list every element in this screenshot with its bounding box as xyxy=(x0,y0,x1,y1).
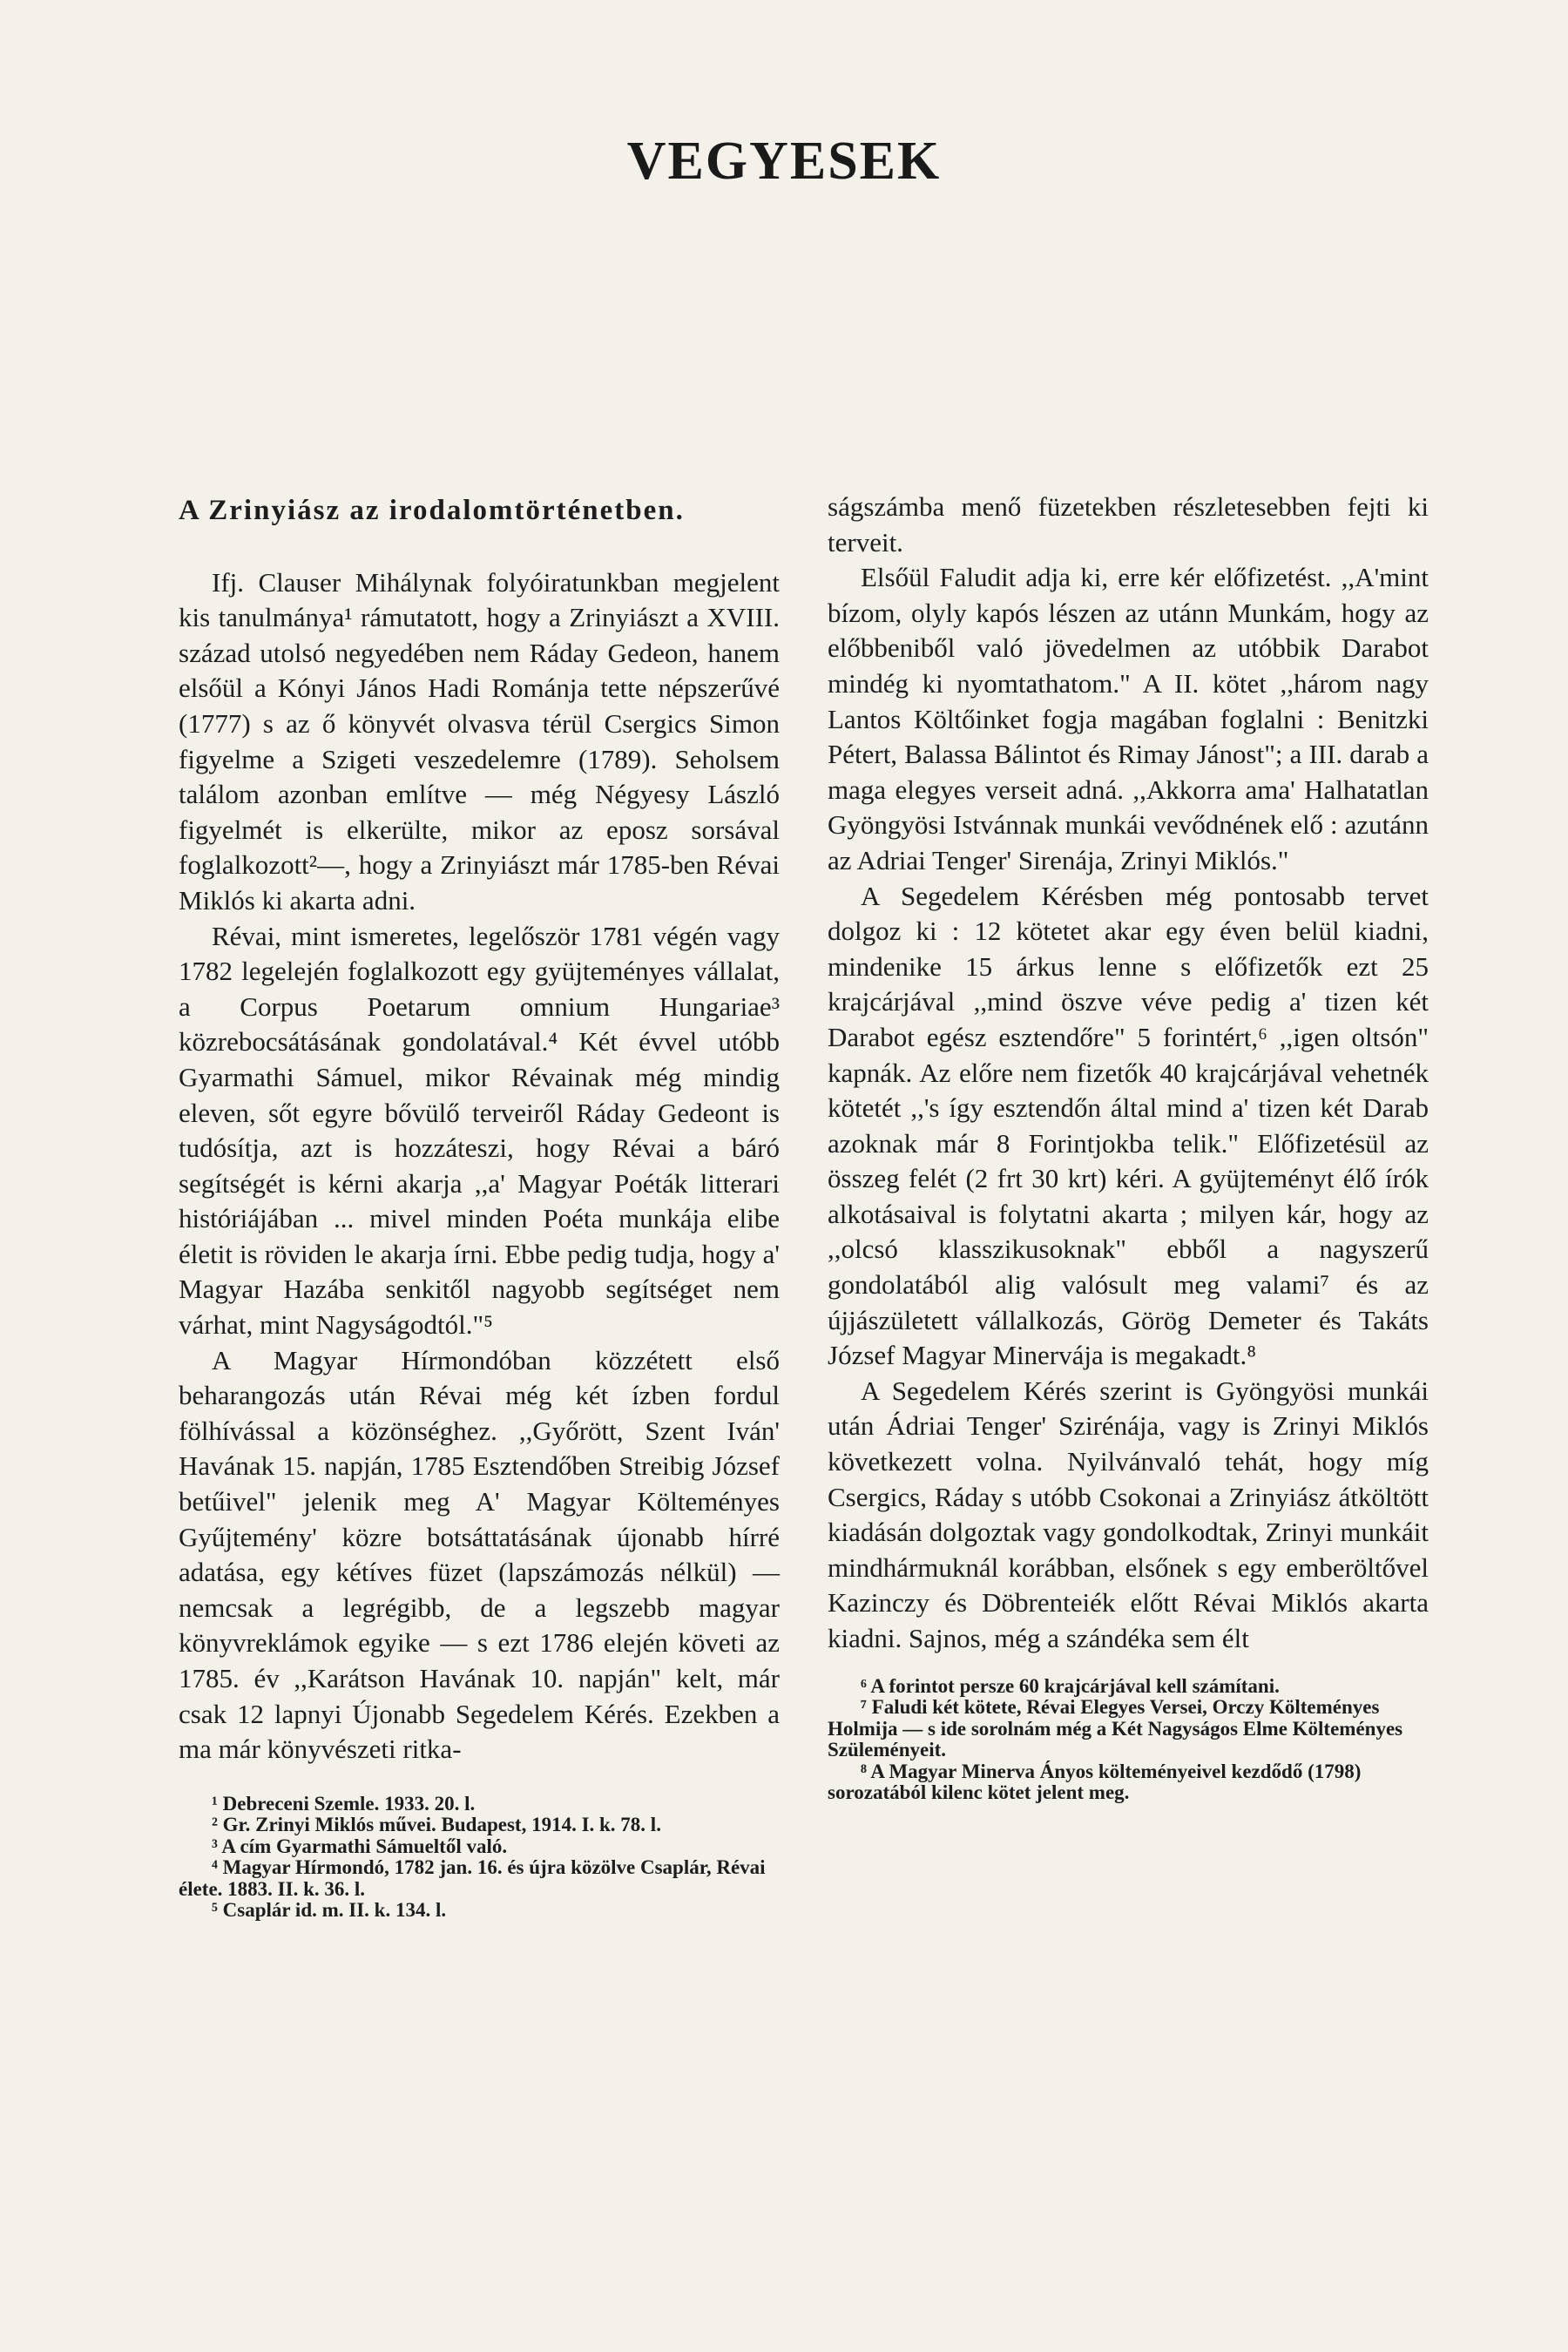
footnote: ⁶ A forintot persze 60 krajcárjával kell számítani. xyxy=(861,1674,1280,1697)
section-heading: VEGYESEK xyxy=(626,132,942,191)
footnote: ⁷ Faludi két kötete, Révai Elegyes Versei, Orczy Költeményes Holmija — s ide sorolnám még a Két Nagyságos Elme Költeményes Szüleményeit. xyxy=(828,1696,1403,1761)
paragraph: A Segedelem Kérésben még pontosabb tervet dolgoz ki : 12 kötetet akar egy éven belül kiadni, mindenike 15 árkus lenne s előfizetők ezt 25 krajcárjával ,,mind öszve véve pedig a' tizen két Darabot egész esztendőre" 5 forintért,⁶ ,,igen oltsón" kapnák. Az előre nem fizetők 40 krajcárjával vehetnék kötetét ,,'s így esztendőn által mind a' tizen két Darab azoknak már 8 Forintjokba telik." Előfizetésül az összeg felét (2 frt 30 krt) kéri. A gyüjteményt élő írók alkotásaival is folytatni akarta ; milyen kár, hogy az ,,olcsó klasszikusoknak" ebből a nagyszerű gondolatából alig valósult meg valami⁷ és az újjászületett vállalkozás, Görög Demeter és Takáts József Magyar Minervája is megakadt.⁸ xyxy=(828,880,1429,1371)
footnotes-right xyxy=(828,1676,1429,1804)
right-column xyxy=(828,490,1429,1804)
paragraph: Ifj. Clauser Mihálynak folyóiratunkban megjelent kis tanulmánya¹ rámutatott, hogy a Zrinyiászt a XVIII. század utolsó negyedében nem Ráday Gedeon, hanem elsőül a Kónyi János Hadi Románja tette népszerűvé (1777) s az ő könyvét olvasva térül Csergics Simon figyelme a Szigeti veszedelemre (1789). Seholsem találom azonban említve — még Négyesy László figyelmét is elkerülte, mikor az eposz sorsával foglalkozott²—, hogy a Zrinyiászt már 1785-ben Révai Miklós ki akarta adni. xyxy=(179,566,780,916)
footnote: ³ A cím Gyarmathi Sámueltől való. xyxy=(212,1835,508,1857)
left-column xyxy=(179,488,780,1922)
paragraph: Révai, mint ismeretes, legelőször 1781 végén vagy 1782 legelején foglalkozott egy gyüjteményes vállalat, a Corpus Poetarum omnium Hungariae³ közrebocsátásának gondolatával.⁴ Két évvel utóbb Gyarmathi Sámuel, mikor Révainak még mindig eleven, sőt egyre bővülő terveiről Ráday Gedeont is tudósítja, azt is hozzáteszi, hogy Révai a báró segítségét is kérni akarja ,,a' Magyar Poéták litterari históriájában ... mivel minden Poéta munkája elibe életit is röviden le akarja írni. Ebbe pedig tudja, hogy a' Magyar Hazába senkitől nagyobb segítséget nem várhat, mint Nagyságodtól."⁵ xyxy=(179,920,780,1341)
paragraph: Elsőül Faludit adja ki, erre kér előfizetést. ,,A'mint bízom, olyly kapós lészen az utánn Munkám, hogy az előbbeniből való jövedelmen az utóbbik Darabot mindég ki nyomtathatom." A II. kötet ,,három nagy Lantos Költőinket fogja magában foglalni : Benitzki Pétert, Balassa Bálintot és Rimay Jánost"; a III. darab a maga elegyes verseit adná. ,,Akkorra ama' Halhatatlan Gyöngyösi Istvánnak munkái vevődnének elő : azutánn az Adriai Tenger' Sirenája, Zrinyi Miklós." xyxy=(828,562,1429,875)
footnote: ² Gr. Zrinyi Miklós művei. Budapest, 1914. I. k. 78. l. xyxy=(212,1814,661,1836)
footnote: ¹ Debreceni Szemle. 1933. 20. l. xyxy=(212,1792,476,1815)
footnotes-left xyxy=(179,1794,780,1922)
footnote: ⁴ Magyar Hírmondó, 1782 jan. 16. és újra közölve Csaplár, Révai élete. 1883. II. k. 36. l. xyxy=(179,1856,766,1900)
article-title: A Zrinyiász az irodalomtörténetben. xyxy=(179,495,685,526)
footnote: ⁵ Csaplár id. m. II. k. 134. l. xyxy=(212,1899,447,1922)
footnote: ⁸ A Magyar Minerva Ányos költeményeivel kezdődő (1798) sorozatából kilenc kötet jelent meg. xyxy=(828,1760,1362,1804)
paragraph: ságszámba menő füzetekben részletesebben fejti ki terveit. xyxy=(828,491,1429,558)
paragraph: A Magyar Hírmondóban közzétett első beharangozás után Révai még két ízben fordul fölhívással a közönséghez. ,,Győrött, Szent Iván' Havának 15. napján, 1785 Esztendőben Streibig József betűivel" jelenik meg A' Magyar Költeményes Gyűjtemény' közre botsáttatásának újonabb hírré adatása, egy kétíves füzet (lapszámozás nélkül) — nemcsak a legrégibb, de a legszebb magyar könyvreklámok egyike — s ezt 1786 elején követi az 1785. év ,,Karátson Havának 10. napján" kelt, már csak 12 lapnyi Újonabb Segedelem Kérés. Ezekben a ma már könyvészeti ritka- xyxy=(179,1344,780,1765)
paragraph: A Segedelem Kérés szerint is Gyöngyösi munkái után Ádriai Tenger' Szirénája, vagy is Zrinyi Miklós következett volna. Nyilvánvaló tehát, hogy míg Csergics, Ráday s utóbb Csokonai a Zrinyiász átköltött kiadásán dolgoztak vagy gondolkodtak, Zrinyi munkáit mindhármuknál korábban, elsőnek s egy emberöltővel Kazinczy és Döbrenteiék előtt Révai Miklós akarta kiadni. Sajnos, még a szándéka sem élt xyxy=(828,1375,1429,1653)
